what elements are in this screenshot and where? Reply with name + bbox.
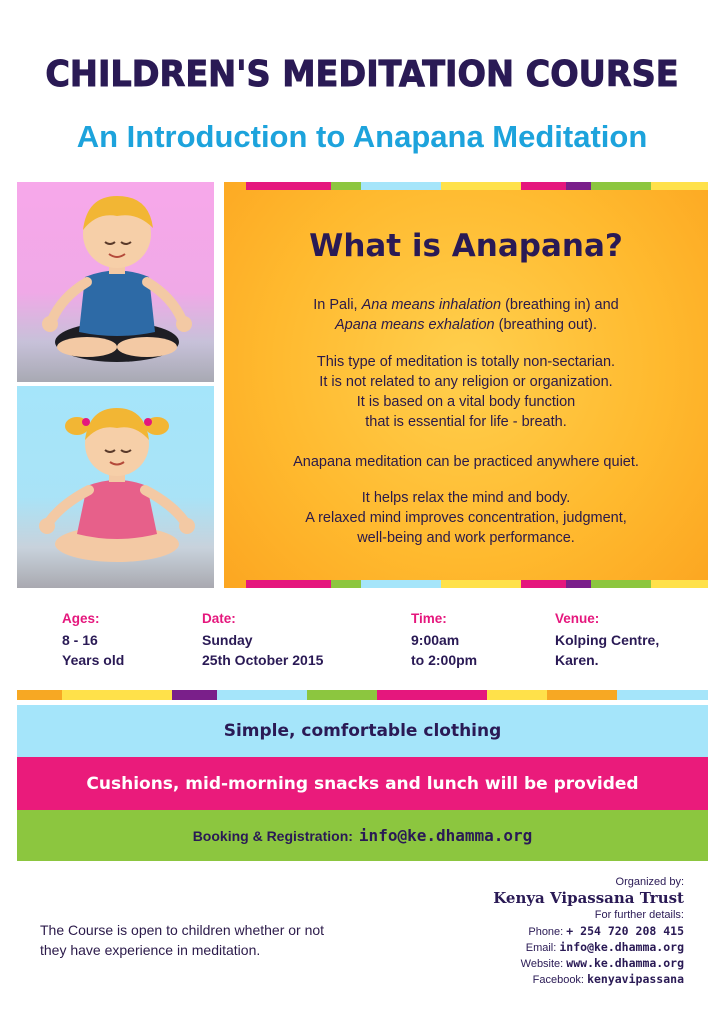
course-note	[40, 920, 324, 960]
time-line: 9:00am	[411, 632, 460, 648]
anapana-paragraph-2	[224, 352, 708, 432]
website-link[interactable]: www.ke.dhamma.org	[566, 956, 684, 970]
p2-line: that is essential for life - breath.	[365, 414, 567, 430]
anapana-heading: What is Anapana?	[309, 228, 623, 264]
venue-line: Karen.	[555, 652, 599, 668]
date-value	[202, 630, 323, 670]
p1-line2-italic: Apana means exhalation	[335, 317, 495, 333]
date-line: Sunday	[202, 632, 253, 648]
girl-illustration-panel	[17, 386, 214, 588]
page-subtitle: An Introduction to Anapana Meditation	[76, 119, 648, 154]
decor-stripe	[591, 182, 651, 190]
clothing-bar	[17, 705, 708, 757]
decor-stripe	[361, 182, 441, 190]
decor-stripe	[521, 182, 566, 190]
p4-line: A relaxed mind improves concentration, judgment,	[305, 510, 627, 526]
boy-illustration-panel	[17, 182, 214, 382]
decor-stripe	[591, 580, 651, 588]
decor-stripe	[361, 580, 441, 588]
p1-prefix: In Pali,	[313, 297, 362, 313]
decor-stripe	[566, 182, 591, 190]
ages-line: Years old	[62, 652, 125, 668]
provided-bar	[17, 757, 708, 810]
decor-stripe	[441, 580, 521, 588]
decor-stripe	[246, 580, 331, 588]
venue-line: Kolping Centre,	[555, 632, 660, 648]
date-line: 25th October 2015	[202, 652, 324, 668]
email-link[interactable]: info@ke.dhamma.org	[559, 940, 684, 954]
time-line: to 2:00pm	[411, 652, 478, 668]
decor-stripe	[331, 580, 361, 588]
booking-label: Booking & Registration:	[192, 827, 353, 844]
facebook-label: Facebook:	[532, 974, 584, 986]
email-label: Email:	[525, 942, 557, 954]
facebook-link[interactable]: kenyavipassana	[587, 972, 684, 986]
meditating-girl-image	[17, 386, 214, 588]
decor-stripe	[651, 580, 708, 588]
p1-italic: Ana means inhalation	[361, 297, 502, 313]
anapana-paragraph-4	[224, 488, 708, 548]
decor-stripe	[246, 182, 331, 190]
provided-text: Cushions, mid-morning snacks and lunch will be provided	[86, 773, 639, 794]
date-label: Date:	[202, 611, 236, 626]
decor-stripe	[651, 182, 708, 190]
phone-value[interactable]: + 254 720 208 415	[566, 924, 684, 938]
note-line: they have experience in meditation.	[40, 942, 261, 958]
p1-line2-suffix: (breathing out).	[494, 317, 597, 333]
p4-line: It helps relax the mind and body.	[361, 490, 571, 506]
decor-stripe	[331, 182, 361, 190]
phone-line	[528, 924, 684, 938]
decor-stripe	[521, 580, 566, 588]
email-line	[526, 940, 684, 954]
note-line: The Course is open to children whether or not	[40, 922, 325, 938]
org-name: Kenya Vipassana Trust	[493, 889, 684, 907]
anapana-paragraph-1	[224, 295, 708, 335]
ages-value	[62, 630, 124, 670]
decor-stripe	[566, 580, 591, 588]
booking-bar	[17, 810, 708, 861]
p2-line: This type of meditation is totally non-sectarian.	[316, 354, 616, 370]
website-line	[521, 956, 684, 970]
decor-stripe	[441, 182, 521, 190]
color-stripe-separator	[17, 690, 708, 700]
ages-line: 8 - 16	[62, 632, 98, 648]
ages-label: Ages:	[62, 611, 100, 626]
p4-line: well-being and work performance.	[357, 530, 575, 546]
website-label: Website:	[520, 958, 564, 970]
venue-value	[555, 630, 659, 670]
time-value	[411, 630, 477, 670]
clothing-text: Simple, comfortable clothing	[223, 721, 502, 741]
organized-by-label: Organized by:	[615, 876, 684, 888]
p2-line: It is not related to any religion or organization.	[319, 374, 613, 390]
p1-suffix: (breathing in) and	[501, 297, 619, 313]
booking-email-link[interactable]: info@ke.dhamma.org	[358, 826, 533, 845]
phone-label: Phone:	[528, 926, 564, 938]
facebook-line	[533, 972, 684, 986]
p2-line: It is based on a vital body function	[356, 394, 576, 410]
page-title: CHILDREN'S MEDITATION COURSE	[45, 54, 679, 95]
anapana-paragraph-3: Anapana meditation can be practiced anywhere quiet.	[293, 454, 639, 470]
meditating-boy-image	[17, 182, 214, 382]
venue-label: Venue:	[555, 611, 600, 626]
time-label: Time:	[411, 611, 447, 626]
further-details-label: For further details:	[594, 909, 684, 921]
